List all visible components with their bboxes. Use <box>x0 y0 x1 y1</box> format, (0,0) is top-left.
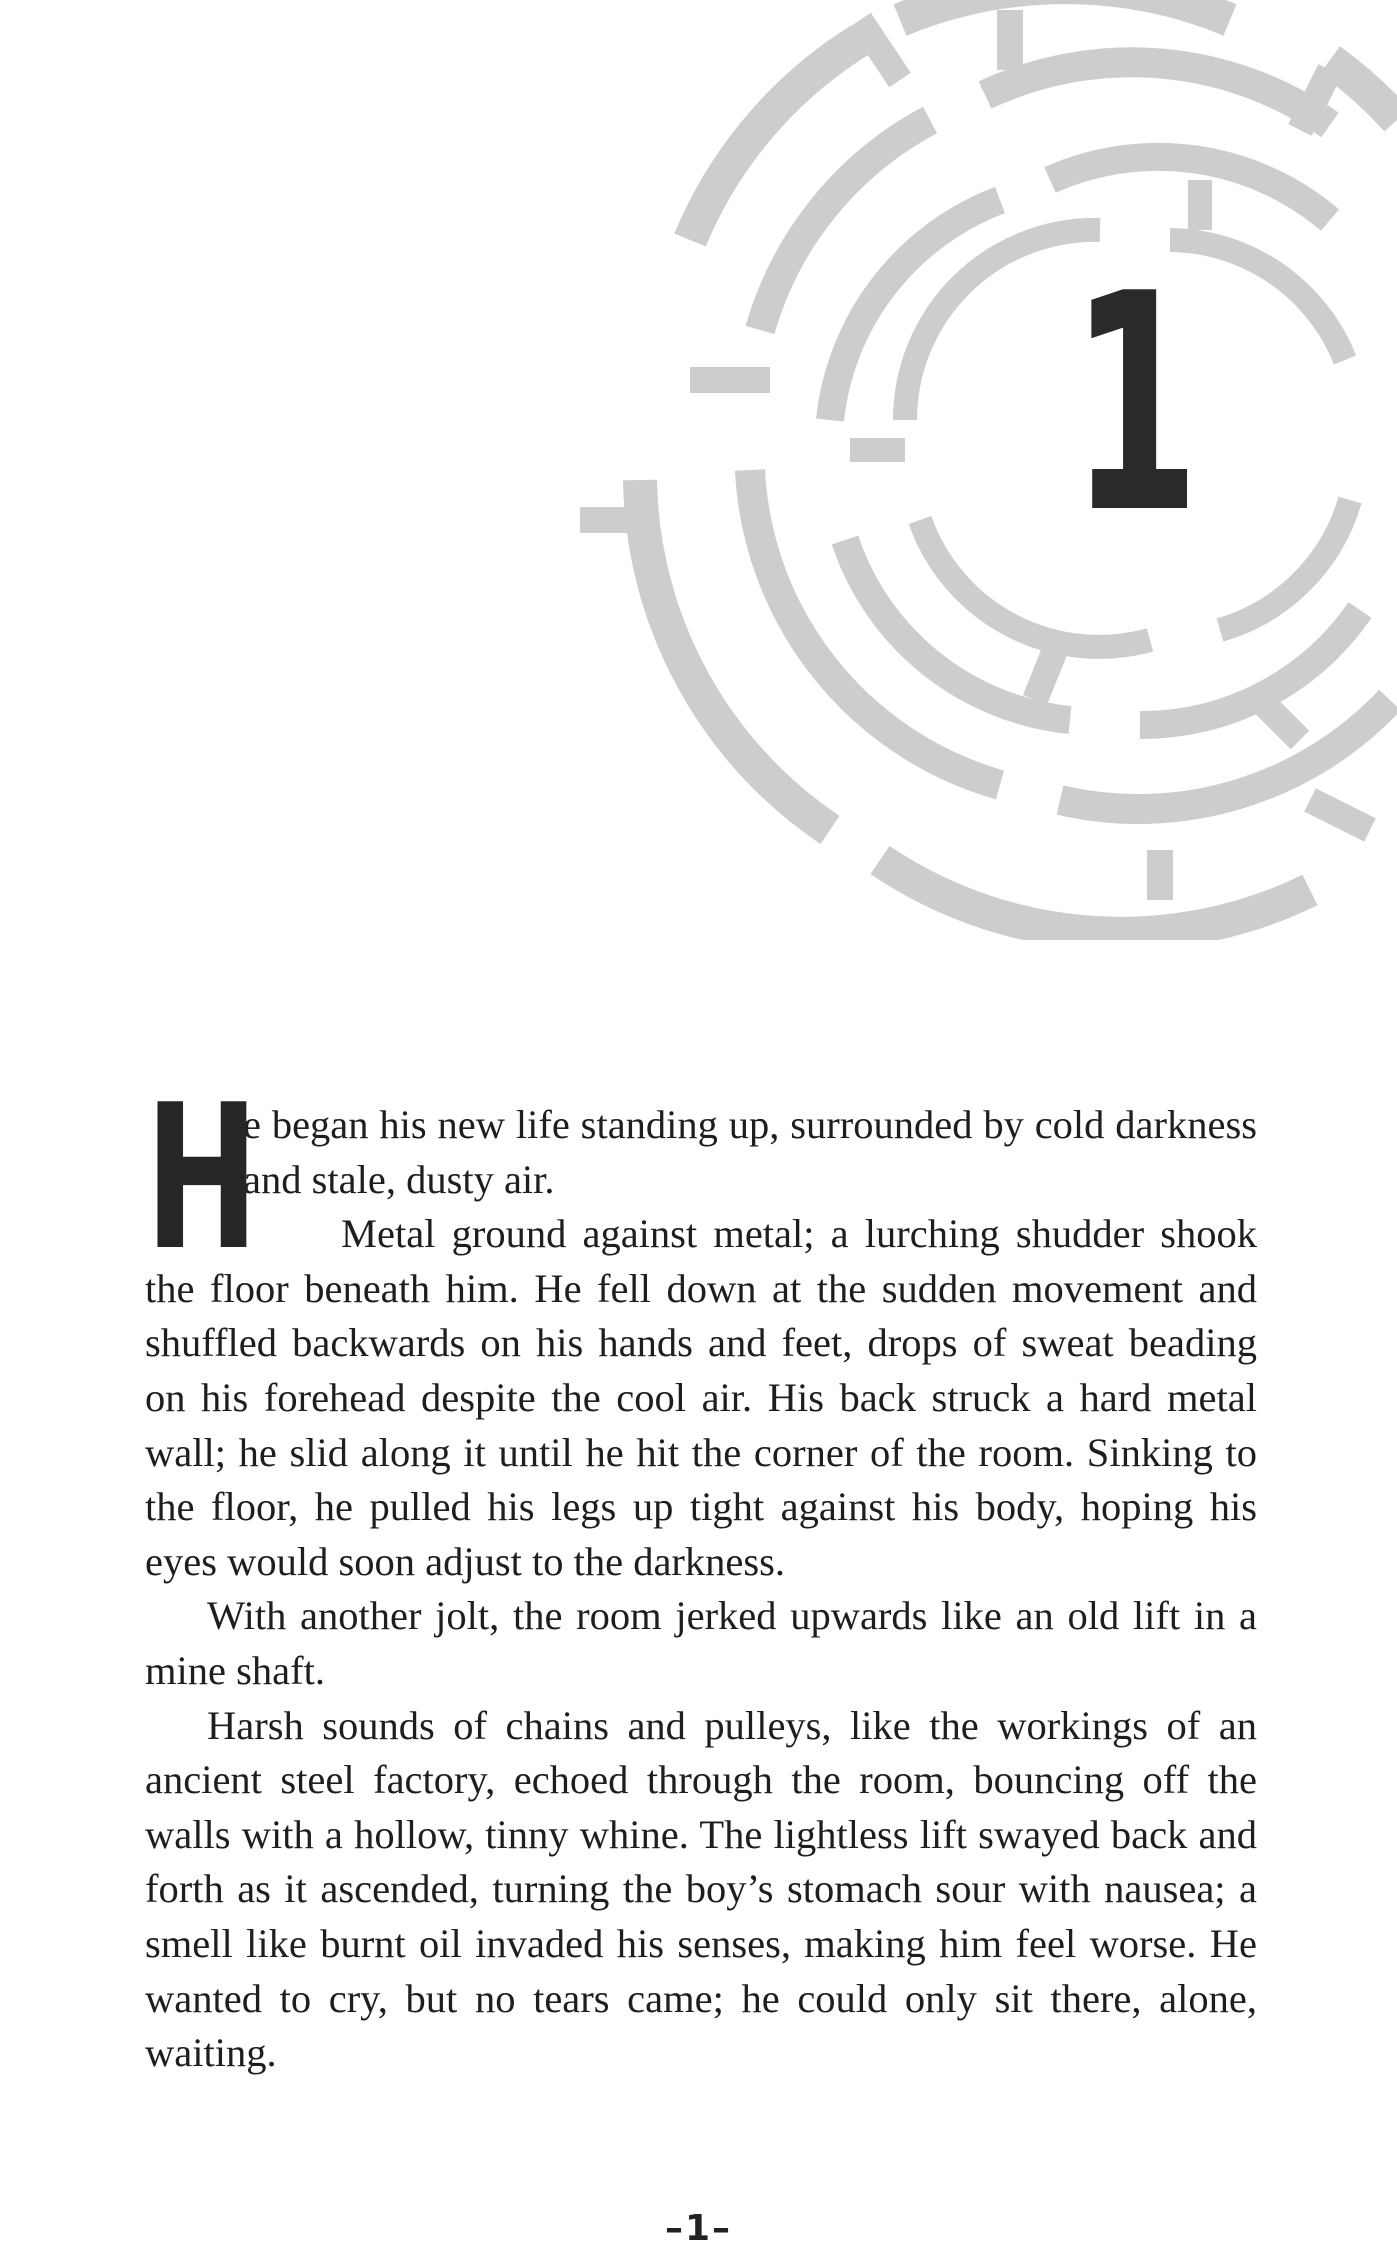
paragraph-2: Metal ground against metal; a lurching shudder shook the floor beneath him. He fell down at the sudden movement and shuffled backwards on his hands and feet, drops of sweat beading on his forehead despite the cool air. His back struck a hard metal wall; he slid along it until he hit the corner of the room. Sinking to the floor, he pulled his legs up tight against his body, hoping his eyes would soon adjust to the darkness. <box>145 1211 1257 1584</box>
paragraph-1 <box>145 1062 1257 1295</box>
paragraph-3: With another jolt, the room jerked upwards like an old lift in a mine shaft. <box>145 1593 1257 1693</box>
drop-cap: H <box>145 1062 259 1295</box>
chapter-body <box>145 1062 1257 2081</box>
circular-maze-icon <box>560 0 1397 940</box>
page-number: –1– <box>664 2208 733 2249</box>
paragraph-1-text: e began his new life standing up, surrounded by cold darkness and stale, dusty air. <box>243 1102 1257 1202</box>
chapter-number: 1 <box>1070 230 1194 579</box>
paragraph-4: Harsh sounds of chains and pulleys, like the workings of an ancient steel factory, echoed through the room, bouncing off the walls with a hollow, tinny whine. The lightless lift swayed back and forth as it ascended, turning the boy’s stomach sour with nausea; a smell like burnt oil invaded his senses, making him feel worse. He wanted to cry, but no tears came; he could only sit there, alone, waiting. <box>145 1702 1257 2076</box>
